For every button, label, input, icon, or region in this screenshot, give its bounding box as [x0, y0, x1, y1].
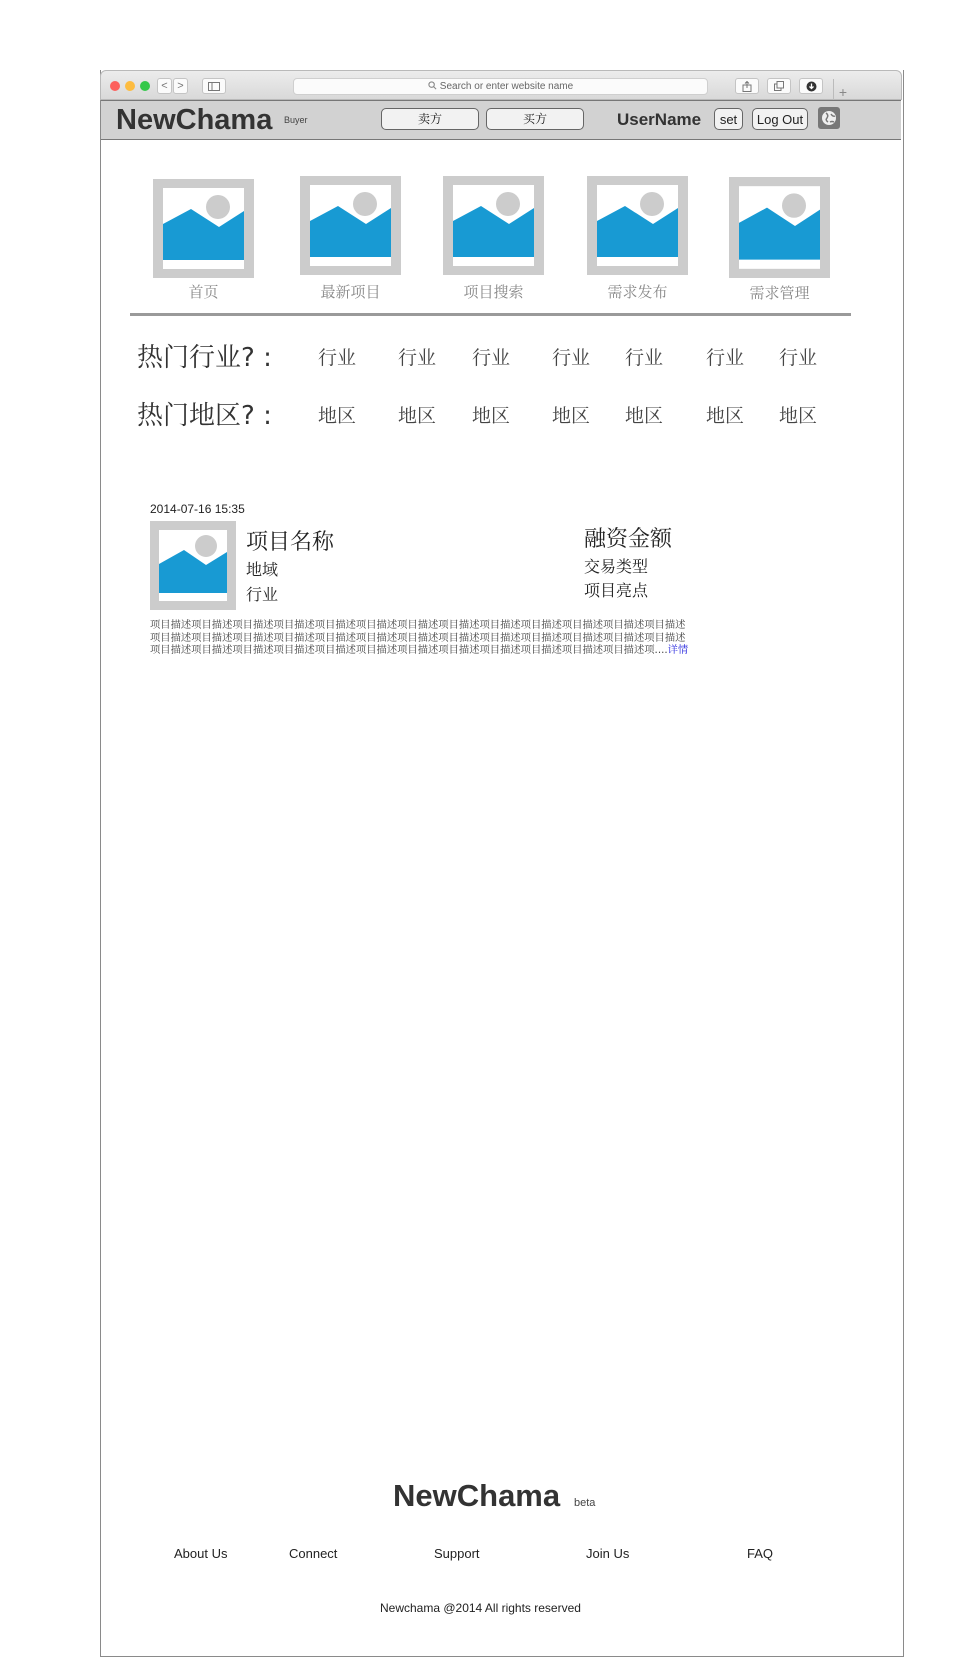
download-icon	[806, 81, 817, 92]
app-header	[101, 100, 901, 140]
footer-link-faq[interactable]: FAQ	[747, 1546, 774, 1561]
region-tag[interactable]: 地区	[398, 405, 437, 427]
nav-publish-label[interactable]: 需求发布	[607, 283, 668, 301]
nav-latest-label[interactable]: 最新项目	[320, 283, 381, 301]
project-amount: 融资金额	[584, 527, 673, 552]
chevron-left-icon: <	[161, 80, 168, 92]
detail-link[interactable]: 详情	[667, 644, 689, 656]
nav-home-label[interactable]: 首页	[188, 283, 219, 301]
hot-region-label: 热门地区? :	[137, 401, 272, 431]
sidebar-button[interactable]	[202, 78, 226, 94]
close-window-button[interactable]	[110, 81, 120, 91]
set-button[interactable]: set	[714, 108, 743, 130]
footer-link-connect[interactable]: Connect	[289, 1546, 338, 1561]
nav-manage-icon[interactable]	[729, 177, 830, 278]
nav-latest-icon[interactable]	[300, 176, 401, 275]
project-thumbnail[interactable]	[150, 521, 236, 610]
hot-industry-label: 热门行业? :	[137, 343, 272, 373]
industry-tag[interactable]: 行业	[706, 347, 745, 369]
project-industry: 行业	[246, 585, 279, 604]
nav-home-icon[interactable]	[153, 179, 254, 278]
beta-badge: beta	[574, 1497, 596, 1509]
region-tag[interactable]: 地区	[779, 405, 818, 427]
region-tag[interactable]: 地区	[706, 405, 745, 427]
project-name[interactable]: 项目名称	[246, 530, 335, 555]
new-tab-button[interactable]	[833, 79, 852, 101]
seller-button[interactable]: 卖方	[381, 108, 479, 130]
industry-tag[interactable]: 行业	[552, 347, 591, 369]
industry-tag[interactable]: 行业	[318, 347, 357, 369]
region-tag[interactable]: 地区	[625, 405, 664, 427]
project-description	[150, 619, 830, 657]
footer-logo: NewChama	[393, 1478, 561, 1513]
nav-manage-label[interactable]: 需求管理	[749, 284, 810, 302]
footer-link-about[interactable]: About Us	[174, 1546, 228, 1561]
globe-button[interactable]	[818, 107, 840, 129]
logout-button[interactable]: Log Out	[752, 108, 808, 130]
chevron-right-icon: >	[177, 80, 184, 92]
copyright: Newchama @2014 All rights reserved	[380, 1601, 581, 1615]
address-bar[interactable]	[293, 78, 708, 95]
project-description-line: 项目描述项目描述项目描述项目描述项目描述项目描述项目描述项目描述项目描述项目描述项目描述项目描述项....	[150, 644, 668, 656]
globe-icon	[818, 107, 840, 129]
nav-search-icon[interactable]	[443, 176, 544, 275]
username[interactable]: UserName	[617, 110, 702, 129]
address-placeholder: Search or enter website name	[439, 81, 574, 92]
buyer-button[interactable]: 买方	[486, 108, 584, 130]
tabs-overview-button[interactable]	[767, 78, 791, 94]
minimize-window-button[interactable]	[125, 81, 135, 91]
project-deal-type: 交易类型	[584, 557, 649, 576]
project-timestamp: 2014-07-16 15:35	[150, 502, 245, 516]
downloads-button[interactable]	[799, 78, 823, 94]
nav-divider	[130, 313, 851, 316]
region-tag[interactable]: 地区	[472, 405, 511, 427]
project-description-line: 项目描述项目描述项目描述项目描述项目描述项目描述项目描述项目描述项目描述项目描述项目描述项目描述项目描述	[150, 619, 686, 631]
browser-toolbar	[100, 70, 902, 100]
forward-button[interactable]	[173, 78, 188, 94]
region-tag[interactable]: 地区	[552, 405, 591, 427]
industry-tag[interactable]: 行业	[625, 347, 664, 369]
browser-window	[100, 70, 904, 1657]
share-button[interactable]	[735, 78, 759, 94]
footer-link-support[interactable]: Support	[434, 1546, 480, 1561]
industry-tag[interactable]: 行业	[472, 347, 511, 369]
footer-link-join[interactable]: Join Us	[586, 1546, 630, 1561]
project-region: 地域	[246, 560, 279, 579]
project-highlight: 项目亮点	[584, 581, 649, 600]
industry-tag[interactable]: 行业	[779, 347, 818, 369]
region-tag[interactable]: 地区	[318, 405, 357, 427]
zoom-window-button[interactable]	[140, 81, 150, 91]
project-description-line: 项目描述项目描述项目描述项目描述项目描述项目描述项目描述项目描述项目描述项目描述项目描述项目描述项目描述	[150, 631, 686, 644]
logo[interactable]: NewChama	[116, 104, 273, 136]
back-button[interactable]	[157, 78, 172, 94]
plus-icon: +	[838, 84, 848, 100]
sidebar-icon	[208, 82, 220, 91]
search-icon	[428, 81, 437, 90]
nav-publish-icon[interactable]	[587, 176, 688, 275]
tabs-icon	[774, 81, 784, 91]
share-icon	[742, 81, 752, 92]
industry-tag[interactable]: 行业	[398, 347, 437, 369]
nav-search-label[interactable]: 项目搜索	[463, 283, 524, 301]
role-label: Buyer	[284, 115, 308, 125]
